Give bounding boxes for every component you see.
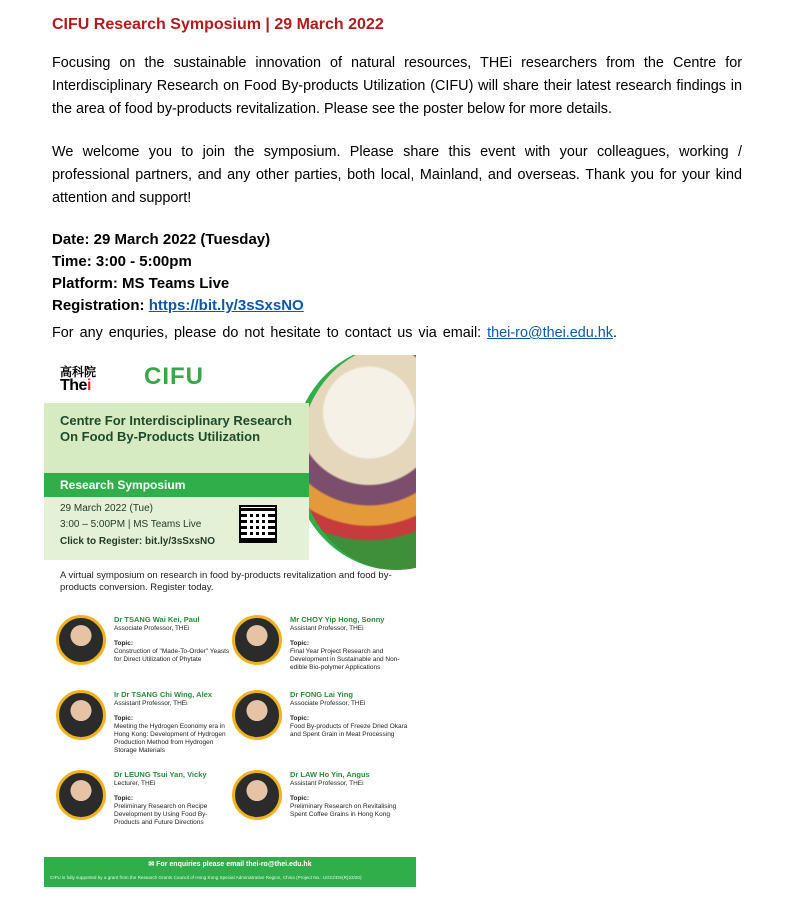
event-poster [44,355,416,887]
speaker-topic: Food By-products of Freeze Dried Okara and Spent Grain in Meat Processing [290,723,408,738]
footer-funding: CIFU is fully supported by a grant from the Research Grants Council of Hong Kong Special Administrative Region, China (Project No.: UGC/IDS(R)23/20) [50,875,362,880]
event-date: Date: 29 March 2022 (Tuesday) [52,231,271,248]
speaker-name: Ir Dr TSANG Chi Wing, Alex [114,690,212,699]
speaker-topic: Final Year Project Research and Development in Sustainable and Non-edible Bio-polymer Applications [290,648,400,671]
speaker-name: Dr LEUNG Tsui Yan, Vicky [114,770,207,779]
topic-heading: Topic: [290,640,310,647]
speaker-card [56,770,236,848]
registration-link[interactable]: https://bit.ly/3sSxsNO [148,297,304,314]
page-title: CIFU Research Symposium | 29 March 2022 [52,16,384,33]
avatar [56,770,106,820]
avatar [232,690,282,740]
enquiry-line [52,325,617,341]
speaker-role: Assistant Professor, THEi [114,700,188,707]
speaker-topic: Construction of "Made-To-Order" Yeasts for Direct Utilization of Phytate [114,648,230,663]
thei-logo-cn: 高科院 [60,365,97,379]
thei-logo [60,377,91,395]
cifu-logo: CIFU [144,363,204,390]
speaker-name: Dr FONG Lai Ying [290,690,353,699]
registration-label: Registration: [52,297,149,314]
topic-heading: Topic: [114,715,134,722]
qr-code-icon[interactable] [239,505,277,543]
speaker-card [232,690,412,768]
speaker-name: Mr CHOY Yip Hong, Sonny [290,615,385,624]
poster-time: 3:00 – 5:00PM | MS Teams Live [60,519,202,530]
speaker-topic: Preliminary Research on Recipe Development by Using Food By-Products and Future Directions [114,803,208,826]
enquiry-end: . [612,325,617,341]
footer-enquiry: ✉ For enquiries please email thei-ro@thei.edu.hk [148,861,312,868]
speaker-card [56,615,236,693]
speaker-name: Dr TSANG Wai Kei, Paul [114,615,200,624]
topic-heading: Topic: [290,715,310,722]
speaker-role: Assistant Professor, THEi [290,625,364,632]
event-time: Time: 3:00 - 5:00pm [52,253,192,270]
speaker-card [232,770,412,848]
speaker-topic: Preliminary Research on Revitalising Spent Coffee Grains in Hong Kong [290,803,397,818]
speaker-card [56,690,236,768]
thei-logo-accent: i [86,377,91,394]
speaker-card [232,615,412,693]
avatar [232,770,282,820]
topic-heading: Topic: [114,640,134,647]
poster-intro: A virtual symposium on research in food by-products revitalization and food by-products conversion. Register today. [60,570,392,593]
topic-heading: Topic: [290,795,310,802]
avatar [56,615,106,665]
invitation-paragraph: We welcome you to join the symposium. Please share this event with your colleagues, working / professional partners, and any other parties, both local, Mainland, and overseas. Thank you for your kind attention and support! [52,144,742,206]
poster-register[interactable]: Click to Register: bit.ly/3sSxsNO [60,536,216,547]
event-registration [52,295,304,317]
avatar [232,615,282,665]
speaker-role: Associate Professor, THEi [114,625,190,632]
speaker-name: Dr LAW Ho Yin, Angus [290,770,370,779]
poster-date: 29 March 2022 (Tue) [60,503,154,514]
speaker-role: Lecturer, THEi [114,780,156,787]
speaker-topic: Meeting the Hydrogen Economy era in Hong Kong: Development of Hydrogen Production Method from Hydrogen Storage Materials [114,723,226,754]
section-label: Research Symposium [60,478,186,492]
topic-heading: Topic: [114,795,134,802]
thei-logo-text: The [60,377,87,394]
email-link[interactable]: thei-ro@thei.edu.hk [487,325,613,341]
event-platform: Platform: MS Teams Live [52,275,230,292]
intro-paragraph: Focusing on the sustainable innovation of natural resources, THEi researchers from the Centre for Interdisciplinary Research on Food By-products Utilization (CIFU) will share their latest research findings in the area of food by-products revitalization. Please see the poster below for more details. [52,55,742,117]
avatar [56,690,106,740]
centre-title: Centre For Interdisciplinary Research On Food By-Products Utilization [60,413,292,444]
speaker-role: Associate Professor, THEi [290,700,366,707]
event-details [52,229,304,317]
speaker-role: Assistant Professor, THEi [290,780,364,787]
enquiry-text: For any enquries, please do not hesitate to contact us via email: [52,325,488,341]
